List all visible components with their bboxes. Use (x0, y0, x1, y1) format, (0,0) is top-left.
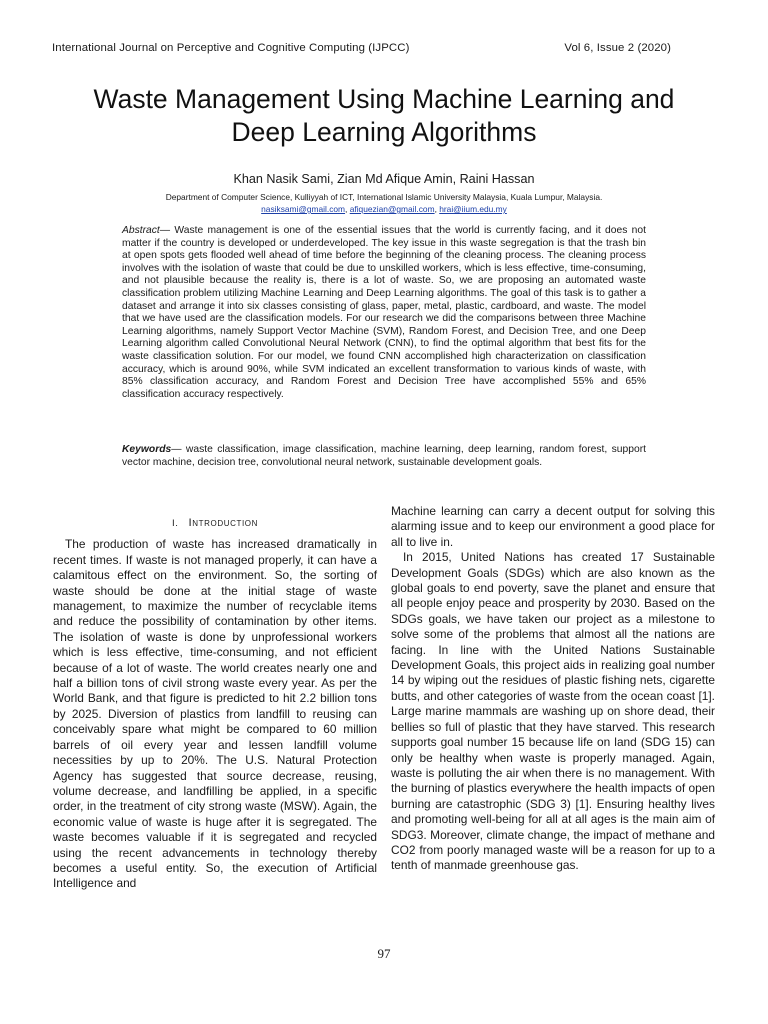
abstract-text: Waste management is one of the essential issues that the world is currently facing, and it does not matter if the country is developed or underdeveloped. The key issue in this waste segregation is that the trash bin at open spots gets flooded well ahead of time before the beginning of the cleaning process. The cleaning process involves with the isolation of waste that could be due to unskilled workers, which is less effective, time-consuming, and not plausible because the reality is, there is a lot of waste. So, we are proposing an automated waste classification problem utilizing Machine Learning and Deep Learning algorithms. The goal of this task is to gather a dataset and arrange it into six classes consisting of glass, paper, metal, plastic, cardboard, and waste. The model that we have used are the classification models. For our research we did the comparisons between three Machine Learning algorithms, namely Support Vector Machine (SVM), Random Forest, and Decision Tree, and one Deep Learning algorithm called Convolutional Neural Network (CNN), to find the optimal algorithm that best fits for the waste classification solution. For our model, we found CNN accomplished high characterization on classification accuracy, which is around 90%, while SVM indicated an excellent transformation to various kinds of waste, with 85% classification accuracy, and Random Forest and Decision Tree have accomplished 55% and 65% classification accuracy respectively. (122, 225, 646, 400)
journal-name: International Journal on Perceptive and Cognitive Computing (IJPCC) (52, 42, 410, 54)
author-emails: nasiksami@gmail.com, afiquezian@gmail.com, hrai@iium.edu.my (261, 204, 507, 214)
abstract-dash: — (159, 225, 175, 236)
title-line-2: Deep Learning Algorithms (231, 117, 537, 147)
email-link-2[interactable]: afiquezian@gmail.com (349, 204, 435, 214)
keywords-text: waste classification, image classification, machine learning, deep learning, random forest, support vector machine, decision tree, convolutional neural network, sustainable development goals. (122, 444, 646, 468)
email-link-3[interactable]: hrai@iium.edu.my (439, 204, 507, 214)
title-line-1: Waste Management Using Machine Learning and (93, 84, 675, 114)
left-column (53, 516, 377, 892)
keywords-dash: — (171, 444, 186, 455)
right-column (391, 504, 715, 874)
intro-paragraph-1: The production of waste has increased dramatically in recent times. If waste is not managed properly, it can have a calamitous effect on the environment. So, the sorting of waste should be done at the initial stage of waste management, to maximize the number of recyclable items and reduce the possibility of contamination by other items. The isolation of waste is done by unprofessional workers which is less effective, time-consuming, and not efficient because of a lot of waste. The world creates nearly one and half a billion tons of civil strong waste every year. As per the World Bank, and that figure is predicted to hit 2.2 billion tons by 2025. Diversion of plastics from landfill to reusing can conceivably spare what might be compared to 60 million barrels of oil every year and lessen landfill volume necessities by up to 20%. The U.S. Natural Protection Agency has suggested that source decrease, reusing, volume decrease, and landfilling be applied, in a specific order, in the treatment of city strong waste (MSW). Again, the economic value of waste is huge after it is segregated. The waste becomes valuable if it is segregated and recycled using the recent advancements in technology thereby becomes a useful entity. So, the execution of Artificial Intelligence and (53, 537, 377, 891)
section-heading-introduction (53, 516, 377, 531)
affiliation: Department of Computer Science, Kulliyyah of ICT, International Islamic University Malaysia, Kuala Lumpur, Malaysia. (165, 192, 603, 202)
section-title: Introduction (188, 517, 258, 529)
page-number: 97 (377, 946, 391, 961)
keywords (122, 444, 646, 469)
abstract-label: Abstract (122, 225, 160, 236)
abstract (122, 225, 646, 401)
volume-issue: Vol 6, Issue 2 (2020) (564, 42, 671, 54)
author-list: Khan Nasik Sami, Zian Md Afique Amin, Raini Hassan (233, 172, 535, 186)
keywords-label: Keywords (122, 444, 172, 455)
intro-paragraph-2: In 2015, United Nations has created 17 Sustainable Development Goals (SDGs) which are also known as the global goals to end poverty, save the planet and ensure that all people enjoy peace and prosperity by 2030. Based on the SDGs goals, we have taken our project as a milestone to solve some of the problems that almost all the nations are facing. In line with the United Nations Sustainable Development Goals, this project aids in realizing goal number 14 by wiping out the residues of plastic fishing nets, cigarette butts, and other categories of waste from the ocean coast [1]. Large marine mammals are washing up on shore dead, their bellies so full of plastic that they have starved. This research supports goal number 15 because life on land (SDG 15) can only be healthy when waste is properly managed. Again, waste is polluting the air when there is no management. With the burning of plastics everywhere the health impacts of open burning are catastrophic (SDG 3) [1]. Ensuring healthy lives and promoting well-being for all at all ages is the main aim of SDG3. Moreover, climate change, the impact of methane and CO2 from poorly managed waste will be a reason for up to a tenth of manmade greenhouse gas. (391, 550, 715, 873)
intro-continuation: Machine learning can carry a decent output for solving this alarming issue and to keep our environment a good place for all to live in. (391, 504, 715, 549)
section-number: I. (171, 518, 179, 529)
running-header (52, 42, 671, 54)
email-link-1[interactable]: nasiksami@gmail.com (261, 204, 346, 214)
paper-title (40, 83, 728, 149)
